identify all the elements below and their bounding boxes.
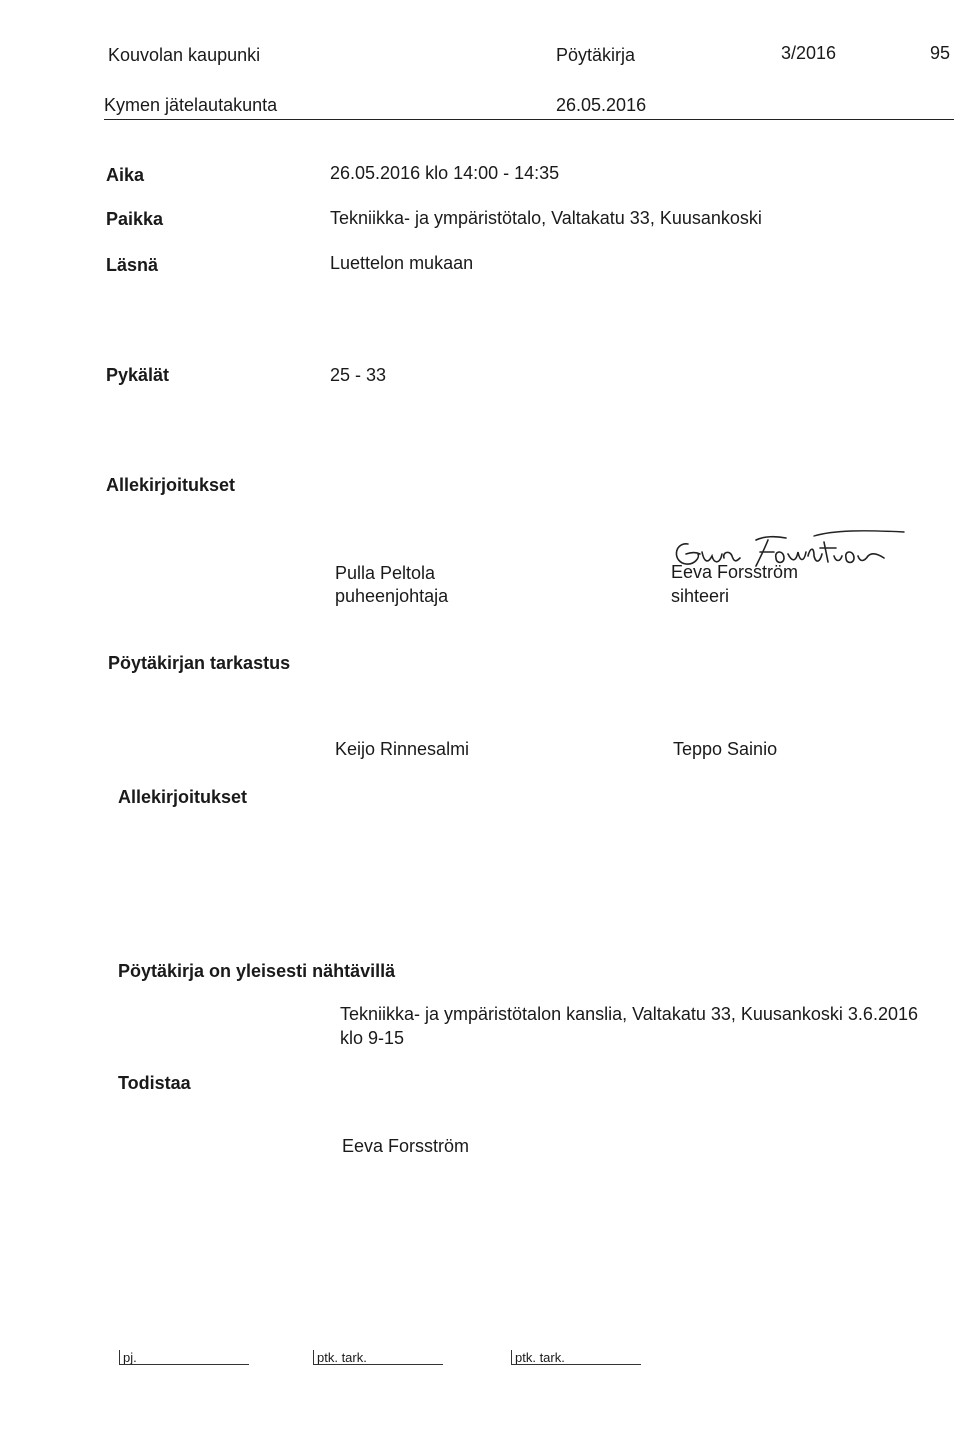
organization-name: Kouvolan kaupunki [108,45,261,65]
present-label: Läsnä [106,255,159,275]
review-signatures-label: Allekirjoitukset [118,787,248,807]
footer-initials-reviewer-2: ptk. tark. [515,1350,565,1365]
time-label: Aika [106,165,145,185]
publication-label: Pöytäkirja on yleisesti nähtävillä [118,961,396,981]
reviewer-2-name: Teppo Sainio [673,739,778,759]
page-number: 95 [930,43,951,63]
chair-role: puheenjohtaja [335,586,449,606]
footer-initials-reviewer-1: ptk. tark. [317,1350,367,1365]
issue-number: 3/2016 [781,43,837,63]
present-value: Luettelon mukaan [330,253,474,273]
publication-place: Tekniikka- ja ympäristötalon kanslia, Valtakatu 33, Kuusankoski 3.6.2016 [340,1004,918,1024]
footer-line-2 [313,1364,443,1365]
place-value: Tekniikka- ja ympäristötalo, Valtakatu 33, Kuusankoski [330,208,762,228]
certify-label: Todistaa [118,1073,191,1093]
place-label: Paikka [106,209,164,229]
footer-tick-1 [119,1350,120,1364]
committee-name: Kymen jätelautakunta [104,95,278,115]
publication-hours: klo 9-15 [340,1028,405,1048]
header-rule [104,119,954,120]
document-type: Pöytäkirja [556,45,636,65]
reviewer-1-name: Keijo Rinnesalmi [335,739,470,759]
footer-tick-3 [511,1350,512,1364]
review-label: Pöytäkirjan tarkastus [108,653,291,673]
footer-tick-2 [313,1350,314,1364]
time-value: 26.05.2016 klo 14:00 - 14:35 [330,163,560,183]
footer-line-3 [511,1364,641,1365]
secretary-name: Eeva Forsström [671,562,799,582]
footer-initials-chair: pj. [123,1350,137,1365]
sections-label: Pykälät [106,365,170,385]
footer-line-1 [119,1364,249,1365]
sections-value: 25 - 33 [330,365,387,385]
signatures-label: Allekirjoitukset [106,475,236,495]
certifier-name: Eeva Forsström [342,1136,470,1156]
chair-name: Pulla Peltola [335,563,436,583]
secretary-role: sihteeri [671,586,730,606]
header-date: 26.05.2016 [556,95,647,115]
